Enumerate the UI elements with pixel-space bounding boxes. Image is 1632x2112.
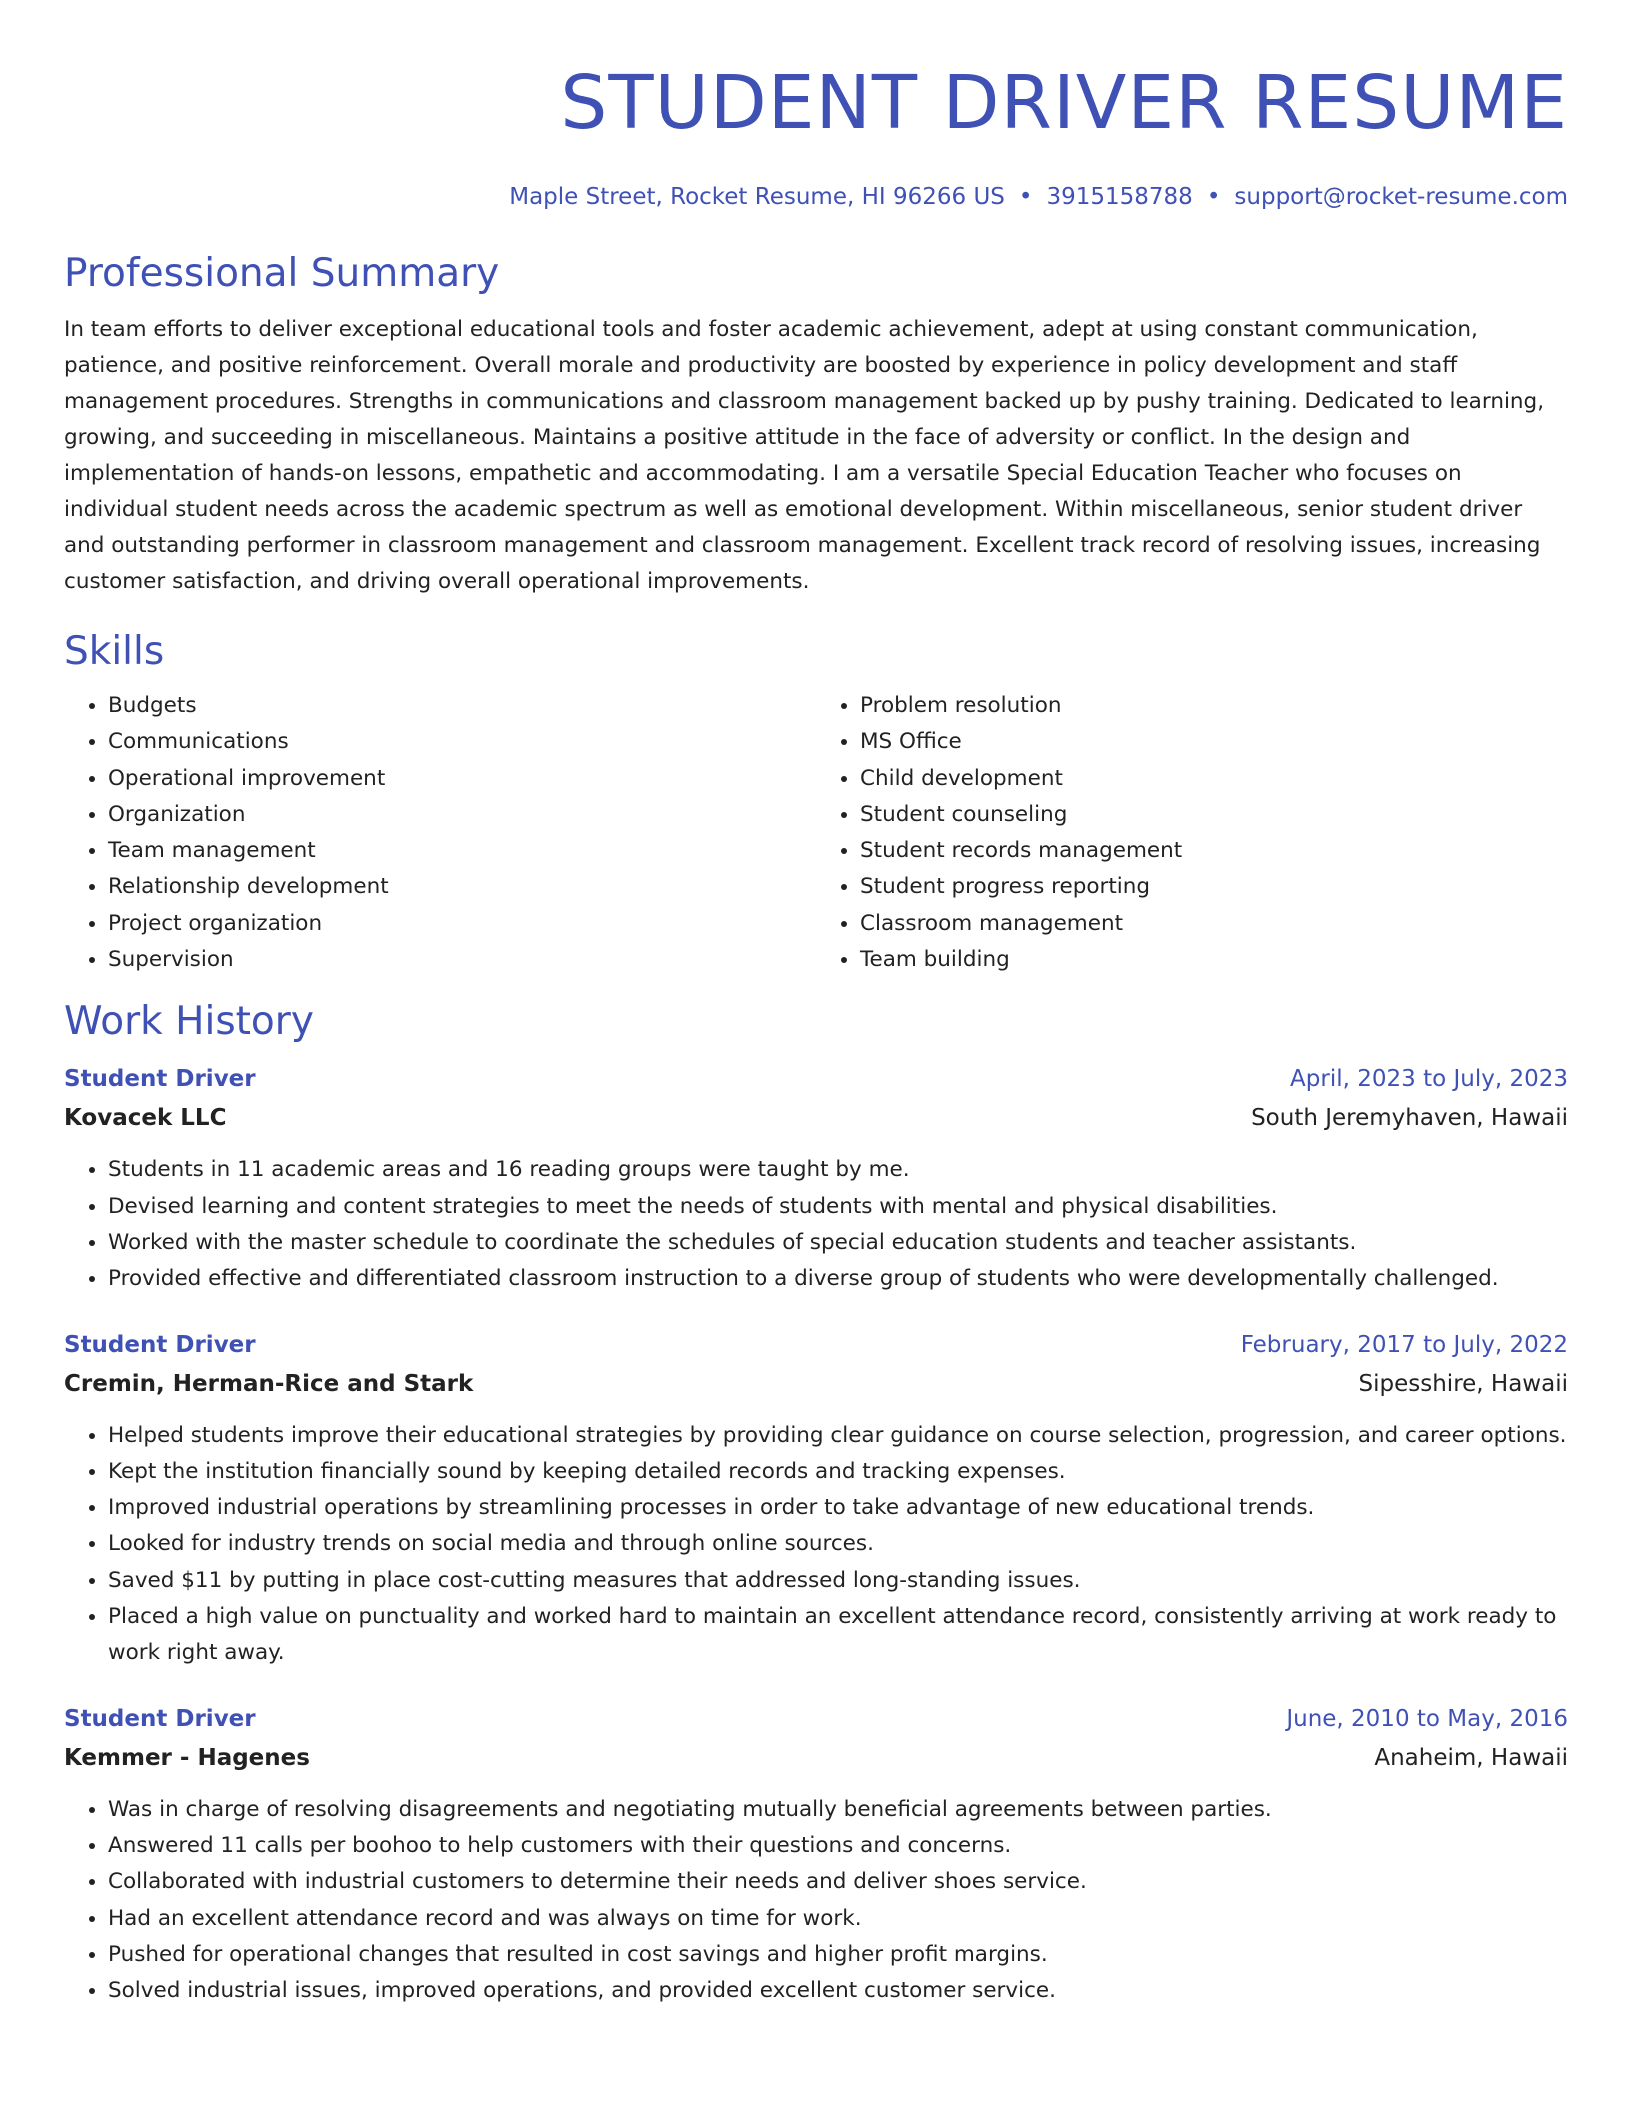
job-bullet: • Solved industrial issues, improved operations, and provided excellent customer service. [108, 1973, 1568, 2009]
job-bullet: • Improved industrial operations by streamlining processes in order to take advantage of new educational trends. [108, 1490, 1568, 1526]
skill-item: • MS Office [860, 724, 1568, 760]
skills-list-left [64, 688, 816, 978]
job-bullet: • Collaborated with industrial customers to determine their needs and deliver shoes service. [108, 1864, 1568, 1900]
skill-item: • Project organization [108, 906, 816, 942]
job-company-row [64, 1098, 1568, 1138]
summary-text: In team efforts to deliver exceptional educational tools and foster academic achievement, adept at using constant communication, patience, and positive reinforcement. Overall morale and productivity are boosted by experience in policy development and staff management procedures. Strengths in communications and classroom management backed up by pushy training. Dedicated to learning, growing, and succeeding in miscellaneous. Maintains a positive attitude in the face of adversity or conflict. In the design and implementation of hands-on lessons, empathetic and accommodating. I am a versatile Special Education Teacher who focuses on individual student needs across the academic spectrum as well as emotional development. Within miscellaneous, senior student driver and outstanding performer in classroom management and classroom management. Excellent track record of resolving issues, increasing customer satisfaction, and driving overall operational improvements. [64, 317, 1545, 594]
skills-heading: Skills [64, 629, 165, 674]
skill-item: • Student progress reporting [860, 869, 1568, 905]
skill-item: • Relationship development [108, 869, 816, 905]
job-dates: June, 2010 to May, 2016 [1286, 1705, 1568, 1732]
job-title: Student Driver [64, 1066, 256, 1093]
contact-line [64, 182, 1568, 212]
job-company-row [64, 1738, 1568, 1778]
skill-item: • Communications [108, 724, 816, 760]
contact-separator: • [1018, 184, 1033, 210]
job-bullet: • Worked with the master schedule to coordinate the schedules of special education students and teacher assistants. [108, 1225, 1568, 1261]
job-bullet: • Answered 11 calls per boohoo to help customers with their questions and concerns. [108, 1828, 1568, 1864]
skill-item: • Team management [108, 833, 816, 869]
job-title-row [64, 1326, 1568, 1364]
job-title-row [64, 1700, 1568, 1738]
job-company: Cremin, Herman-Rice and Stark [64, 1370, 474, 1397]
job-bullet: • Pushed for operational changes that resulted in cost savings and higher profit margins. [108, 1937, 1568, 1973]
contact-address: Maple Street, Rocket Resume, HI 96266 US [509, 184, 1005, 210]
job-location: Anaheim, Hawaii [1374, 1744, 1568, 1771]
job-bullet: • Looked for industry trends on social media and through online sources. [108, 1526, 1568, 1562]
contact-separator: • [1206, 184, 1221, 210]
job-bullet: • Saved $11 by putting in place cost-cutting measures that addressed long-standing issues. [108, 1563, 1568, 1599]
resume-header [64, 58, 1568, 212]
skill-item: • Budgets [108, 688, 816, 724]
skills-columns [64, 688, 1568, 978]
job-dates: February, 2017 to July, 2022 [1240, 1331, 1568, 1358]
job-bullet: • Provided effective and differentiated classroom instruction to a diverse group of students who were developmentally challenged. [108, 1261, 1568, 1297]
contact-email: support@rocket-resume.com [1234, 184, 1568, 210]
skill-item: • Student counseling [860, 797, 1568, 833]
job-location: Sipesshire, Hawaii [1358, 1370, 1568, 1397]
job-bullet: • Had an excellent attendance record and was always on time for work. [108, 1901, 1568, 1937]
job-bullets [64, 1418, 1568, 1672]
skills-list-right [816, 688, 1568, 978]
skill-item: • Problem resolution [860, 688, 1568, 724]
skill-item: • Supervision [108, 942, 816, 978]
job-bullets [64, 1152, 1568, 1297]
skill-item: • Operational improvement [108, 761, 816, 797]
job-bullet: • Placed a high value on punctuality and worked hard to maintain an excellent attendance record, consistently arriving at work ready to work right away. [108, 1599, 1568, 1672]
job-company: Kovacek LLC [64, 1105, 227, 1132]
skill-item: • Student records management [860, 833, 1568, 869]
skill-item: • Organization [108, 797, 816, 833]
job-entry [64, 1060, 1568, 1297]
job-company-row [64, 1364, 1568, 1404]
work-history-heading: Work History [64, 999, 314, 1045]
job-entry [64, 1326, 1568, 1672]
skill-item: • Team building [860, 942, 1568, 978]
skill-item: • Child development [860, 761, 1568, 797]
job-title: Student Driver [64, 1331, 256, 1358]
job-bullets [64, 1792, 1568, 2010]
job-bullet: • Kept the institution financially sound by keeping detailed records and tracking expenses. [108, 1454, 1568, 1490]
skill-item: • Classroom management [860, 906, 1568, 942]
job-bullet: • Students in 11 academic areas and 16 reading groups were taught by me. [108, 1152, 1568, 1188]
job-title-row [64, 1060, 1568, 1098]
job-bullet: • Helped students improve their educational strategies by providing clear guidance on course selection, progression, and career options. [108, 1418, 1568, 1454]
contact-phone: 3915158788 [1046, 184, 1193, 210]
job-title: Student Driver [64, 1705, 256, 1732]
summary-heading: Professional Summary [64, 251, 500, 296]
job-entry [64, 1700, 1568, 2010]
job-dates: April, 2023 to July, 2023 [1290, 1066, 1568, 1093]
job-bullet: • Devised learning and content strategies to meet the needs of students with mental and physical disabilities. [108, 1189, 1568, 1225]
resume-title: STUDENT DRIVER RESUME [560, 60, 1568, 146]
job-bullet: • Was in charge of resolving disagreements and negotiating mutually beneficial agreements between parties. [108, 1792, 1568, 1828]
job-location: South Jeremyhaven, Hawaii [1251, 1105, 1568, 1132]
job-company: Kemmer - Hagenes [64, 1744, 310, 1771]
